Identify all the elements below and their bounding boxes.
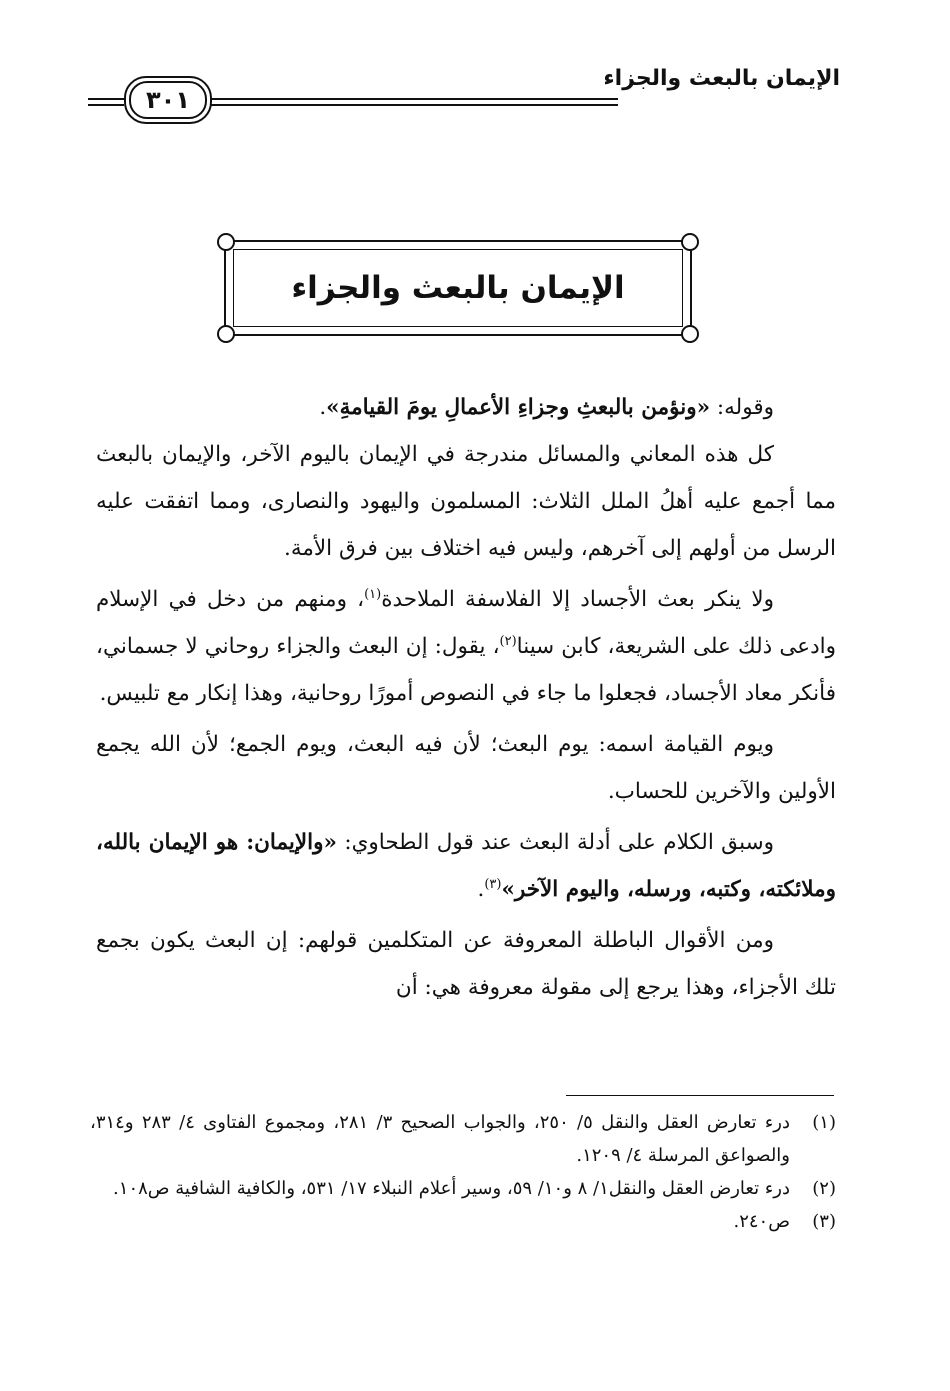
footnote-number: (٣): [812, 1211, 836, 1232]
running-title: الإيمان بالبعث والجزاء: [603, 66, 840, 91]
footnote-ref-1[interactable]: (١): [364, 586, 382, 602]
footnote-separator: [566, 1095, 834, 1096]
p1-lead: وقوله:: [710, 395, 774, 420]
p5-end: .: [477, 877, 485, 902]
paragraph-1: [96, 384, 836, 431]
chapter-title: الإيمان بالبعث والجزاء: [291, 270, 625, 306]
footnotes: [90, 1106, 836, 1238]
frame-corner-ornament: [217, 325, 235, 343]
footnote-number: (٢): [812, 1178, 836, 1199]
footnote-ref-3[interactable]: (٣): [484, 876, 502, 892]
header-double-rule-left: [88, 98, 124, 106]
footnote-text: درء تعارض العقل والنقل١/ ٨ و١٠/ ٥٩، وسير أعلام النبلاء ١٧/ ٥٣١، والكافية الشافية ص١٠٨.: [113, 1178, 790, 1199]
p5-lead: وسبق الكلام على أدلة البعث عند قول الطحاوي:: [336, 830, 774, 855]
footnote-item: [90, 1205, 836, 1238]
frame-corner-ornament: [681, 233, 699, 251]
footnote-text: ص٢٤٠.: [733, 1211, 790, 1232]
p3-part-c: ، يقول: إن البعث والجزاء روحاني لا جسماني، فأنكر معاد الأجساد، فجعلوا ما جاء في النصوص أمورًا روحانية، وهذا إنكار مع تلبيس.: [96, 634, 836, 706]
p3-part-b: ، ومنهم من دخل في الإسلام وادعى ذلك على الشريعة، كابن سينا: [96, 587, 836, 659]
footnote-item: [90, 1106, 836, 1172]
p3-part-a: ولا ينكر بعث الأجساد إلا الفلاسفة الملاحدة: [381, 587, 774, 612]
page-number: ٣٠١: [146, 86, 190, 114]
paragraph-3: [96, 576, 836, 717]
p5-quote: «والإيمان: هو الإيمان بالله، وملائكته، وكتبه، ورسله، واليوم الآخر»: [96, 830, 836, 902]
header-double-rule: [210, 98, 618, 106]
body-text: [96, 384, 836, 1011]
footnote-item: [90, 1172, 836, 1205]
footnote-number: (١): [812, 1112, 836, 1133]
chapter-title-inner-frame: [233, 249, 683, 327]
footnote-ref-2[interactable]: (٢): [499, 633, 517, 649]
footnote-text: درء تعارض العقل والنقل ٥/ ٢٥٠، والجواب الصحيح ٣/ ٢٨١، ومجموع الفتاوى ٤/ ٢٨٣ و٣١٤، والصواعق المرسلة ٤/ ١٢٠٩.: [90, 1112, 790, 1166]
p1-quote: «ونؤمن بالبعثِ وجزاءِ الأعمالِ يومَ القيامةِ»: [326, 395, 711, 420]
page-number-frame: [124, 76, 212, 124]
paragraph-2: كل هذه المعاني والمسائل مندرجة في الإيمان باليوم الآخر، والإيمان بالبعث مما أجمع عليه أهلُ الملل الثلاث: المسلمون واليهود والنصارى، ومما اتفقت عليه الرسل من أولهم إلى آخرهم، وليس فيه اختلاف بين فرق الأمة.: [96, 442, 836, 561]
chapter-title-frame: [224, 240, 692, 336]
paragraph-5: [96, 819, 836, 913]
running-header: [88, 66, 840, 114]
p1-end: .: [319, 395, 327, 420]
paragraph-4: ويوم القيامة اسمه: يوم البعث؛ لأن فيه البعث، ويوم الجمع؛ لأن الله يجمع الأولين والآخرين للحساب.: [96, 732, 836, 804]
paragraph-6: ومن الأقوال الباطلة المعروفة عن المتكلمين قولهم: إن البعث يكون بجمع تلك الأجزاء، وهذا يرجع إلى مقولة معروفة هي: أن: [96, 928, 836, 1000]
frame-corner-ornament: [681, 325, 699, 343]
